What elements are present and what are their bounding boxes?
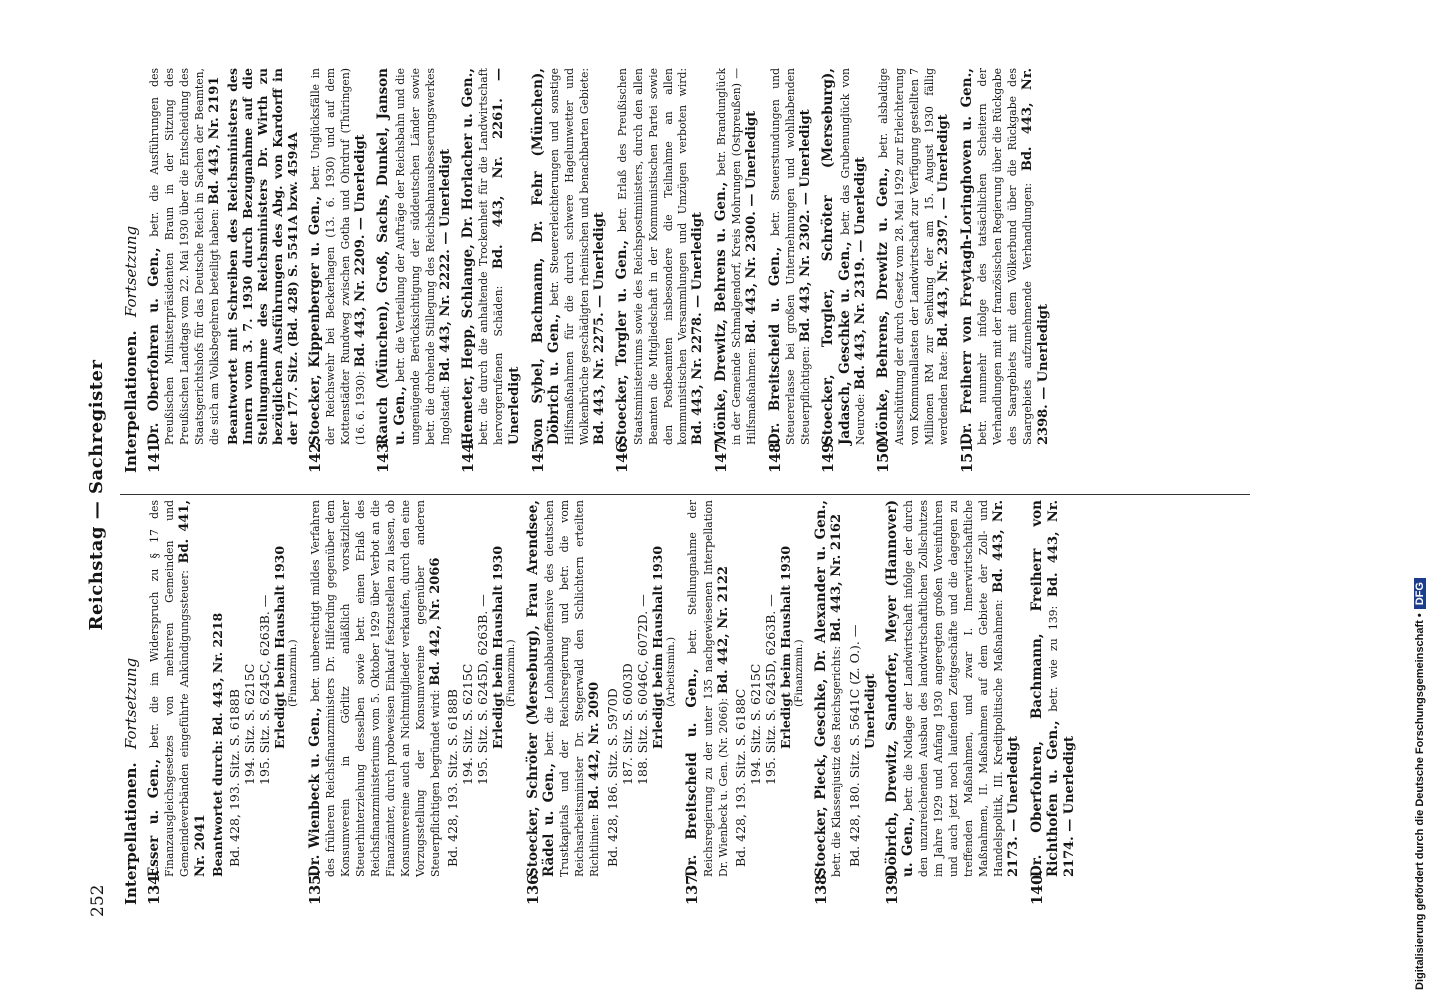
entry-number: 139. [883, 869, 901, 905]
entry-reference: Bd. 443, Nr. 2191 [207, 76, 223, 205]
column-heading [122, 68, 140, 473]
entry-names: Döbrich, Drewitz, Sandorfer, Meyer (Hannover) u. Gen., [883, 500, 916, 877]
entry-body [820, 68, 868, 445]
entry-status: Erledigt beim Haushalt 1930 [490, 545, 506, 749]
entry-144 [460, 68, 522, 473]
session-line: 194. Sitz. S. 6215C [242, 663, 258, 785]
entry-text: betr. Erlaß des Preußischen Staatsministeriums sowie des Reichspostministers, durch den allen Beamten die Mitgliedschaft in der Kommunistischen Partei sowie den Postbeamten insbesondere die Teilnahme an allen kommunistischen Versammlungen und Umzügen verboten wird: [616, 68, 690, 445]
entry-names: Dr. Freiherr von Freytagh-Loringhoven u. Gen., [959, 68, 976, 445]
entry-number: 143. [375, 437, 393, 473]
entry-reference: Bd. 443, Nr. 2222. — Unerledigt [437, 148, 453, 382]
entry-number: 146. [614, 437, 632, 473]
session-line: 188. Sitz. S. 6046C, 6072D. — [634, 594, 650, 785]
session-line: Bd. 428, 193. Sitz. S. 6188B [445, 689, 461, 867]
entry-148 [767, 68, 814, 473]
entry-sessions [227, 500, 300, 877]
entry-sessions [605, 500, 678, 877]
entry-138 [813, 500, 877, 905]
entry-reference: Bd. 443, Nr. 2300. — Unerledigt [744, 110, 760, 344]
entry-reference: Bd. 443, Nr. 2173. — Unerledigt [990, 500, 1022, 877]
entry-names: Stoecker, Kippenberger u. Gen., [306, 195, 323, 445]
entry-body [460, 68, 522, 445]
heading-continuation: Fortsetzung [122, 225, 140, 318]
entry-number: 136. [524, 869, 542, 905]
entry-body [614, 68, 706, 445]
entry-names: Dr. Breitscheid u. Gen., [684, 668, 701, 877]
heading-continuation: Fortsetzung [122, 657, 140, 750]
entry-142 [307, 68, 369, 473]
entry-text: betr. nunmehr infolge des tatsächlichen Scheitern der Verhandlungen mit der französischen Regierung über die Rückgabe des Saargebiets mit dem Völkerbund über die Rückgabe des Saargebiets aufzunehmende Verhandlungen: [976, 68, 1035, 445]
session-line: Bd. 428, 180. Sitz. S. 5641C (Z. O.). — [846, 624, 862, 867]
entry-149 [820, 68, 868, 473]
entry-reference: Bd. 443, Nr. 2261. — Unerledigt [491, 68, 522, 445]
entry-150 [875, 68, 952, 473]
entry-136 [525, 500, 677, 905]
session-line: 195. Sitz. S. 6245D, 6263B. — [763, 594, 779, 785]
funding-text: Digitalisierung gefördert durch die Deutsche Forschungsgemeinschaft • [1414, 613, 1426, 990]
entry-names: Stoecker, Schröter (Merseburg), Frau Arendsee, Rädel u. Gen., [524, 500, 558, 877]
entry-146 [614, 68, 706, 473]
entry-reference: Bd. 442, Nr. 2122 [715, 566, 731, 695]
page-header [82, 65, 116, 925]
entry-ministry: (Finanzmin.) [793, 639, 806, 707]
entry-names: Dr. Breitscheid u. Gen., [766, 246, 783, 445]
entry-sessions [733, 500, 806, 877]
entry-number: 138. [812, 869, 830, 905]
entry-names: Hemeter, Hepp, Schlange, Dr. Horlacher u. Gen., [460, 68, 477, 445]
page-title: Reichstag — Sachregister [86, 359, 107, 631]
entry-body [530, 68, 608, 445]
session-line: 194. Sitz. S. 6215C [460, 663, 476, 785]
entry-status: Erledigt beim Haushalt 1930 [649, 545, 665, 749]
entry-number: 135. [306, 869, 324, 905]
entry-reference: Bd. 442, Nr. 2066 [427, 557, 443, 686]
entry-names: Dr. Wienbeck u. Gen., [306, 707, 323, 877]
entry-137 [684, 500, 805, 905]
entry-body [307, 500, 518, 877]
entry-139 [884, 500, 1022, 905]
entry-text: betr. Brandunglück in der Gemeinde Schmalgendorf, Kreis Mohrungen (Ostpreußen) — Hilfsmaßnahmen: [715, 68, 759, 445]
session-line: Bd. 428, 186. Sitz. S. 5970D [604, 688, 620, 867]
left-column [120, 500, 1360, 905]
entry-names: Mönke, Drewitz, Behrens u. Gen., [713, 181, 729, 445]
entry-ministry: (Arbeitsmin.) [664, 636, 677, 707]
entry-text: betr. das Grubenunglück von Neurode: [838, 68, 867, 445]
entry-text: betr. die Notlage der Landwirtschaft infolge der durch den unzureichenden Ausbau des landwirtschaftlichen Zollschutzes im Jahre 1929 und Anfang 1930 angeregten großen Voreinfuhren und auch jetzt noch laufenden Zeitgeschäfte und die dagegen zu treffenden Maßnahmen, und zwar I. Innerwirtschaftliche Maßnahmen, II. Maßnahmen auf dem Gebiete der Zoll- und Handelspolitik, III. Kreditpolitische Maßnahmen: [901, 500, 1005, 877]
entry-number: 147. [713, 437, 730, 473]
entry-reference: Bd. 443, Nr. 2302. — Unerledigt [797, 109, 813, 343]
entry-names: Esser u. Gen., [146, 758, 162, 877]
entry-names: Stoecker, Pieck, Geschke, Dr. Alexander u. Gen., [812, 500, 829, 877]
entry-body [1029, 500, 1077, 877]
session-line: 187. Sitz. S. 6003D [619, 663, 635, 785]
entry-body [884, 500, 1022, 877]
entry-body [767, 68, 814, 445]
entry-body [959, 68, 1051, 445]
entry-text: betr. die Klassenjustiz des Reichsgerichts: [829, 645, 843, 877]
entry-reference: Bd. 443, Nr. 2278. — Unerledigt [690, 212, 706, 445]
heading-label: Interpellationen. [122, 762, 140, 905]
session-line: 195. Sitz. S. 6245D, 6263B. — [475, 594, 491, 785]
entry-sessions [445, 500, 518, 877]
entry-names: von Sybel, Bachmann, Dr. Fehr (München), Döbrich u. Gen., [529, 68, 562, 445]
entry-number: 150. [875, 437, 893, 473]
dfg-logo-badge: DFG [1414, 578, 1426, 609]
entry-text: betr. Steuererleichterungen und sonstige Hilfsmaßnahmen für die durch schwere Hagelunwetter und Wolkenbrüche geschädigten rheinischen und benachbarten Gebiete: [547, 68, 591, 445]
entry-body [307, 68, 369, 445]
entry-names: Rauch (München), Groß, Sachs, Dunkel, Janson u. Gen., [375, 68, 408, 445]
entry-reference: Bd. 443, Nr. 2319. — Unerledigt [852, 156, 868, 390]
entry-text: betr. die im Widerspruch zu § 17 des Finanzausgleichsgesetzes von mehreren Gemeinden und Gemeindeverbänden eingeführte Ankündigungssteuer: [148, 500, 192, 877]
session-line: 194. Sitz. S. 6215C [748, 663, 764, 785]
entry-body [684, 500, 805, 877]
entry-135 [307, 500, 518, 905]
column-heading [122, 500, 140, 905]
page-number: 252 [88, 884, 108, 917]
entry-141 [146, 68, 300, 473]
heading-label: Interpellationen. [122, 330, 140, 473]
entry-reference: Bd. 442, Nr. 2090 [587, 681, 603, 810]
session-line: Bd. 428, 193. Sitz. S. 6188B [227, 689, 243, 867]
entry-147 [713, 68, 760, 473]
entry-number: 148. [766, 437, 784, 473]
entry-names: Stoecker, Torgler u. Gen., [614, 239, 631, 445]
entry-text: betr. die Verteilung der Aufträge der Reichsbahn und die ungenügende Berücksichtigung der süddeutschen Länder sowie betr. die drohende Stillegung des Reichsbahnausbesserungswerkes Ingolstadt: [393, 68, 452, 445]
entry-text: betr. Stellungnahme der Reichsregierung zu der unter 135 nachgewiesenen Interpellation Dr. Wienbeck u. Gen. (Nr. 2066): [686, 500, 730, 877]
entry-body [146, 500, 300, 877]
session-line: Bd. 428, 193. Sitz. S. 6188C [733, 688, 749, 867]
entry-body [875, 68, 952, 445]
entry-body [146, 68, 300, 445]
entry-number: 140. [1028, 869, 1046, 905]
entry-text: betr. Steuerstundungen und Steuererlasse bei großen Unternehmungen und wohlhabenden Steuerpflichtigen: [768, 68, 812, 445]
entry-answer: Beantwortet mit Schreiben des Reichsministers des Innern vom 3. 7. 1930 durch Bezugnahme auf die Stellungnahme des Reichsministers Dr. Wirth zu bezüglichen Ausführungen des Abg. von Kardorff in der 177. Sitz. (Bd. 428) S. 5541A bzw. 4594A [224, 68, 300, 445]
entry-names: Stoecker, Torgler, Schröter (Merseburg), Jadasch, Geschke u. Gen., [820, 68, 853, 445]
entry-names: Dr. Oberfohren u. Gen., [146, 247, 162, 445]
entry-text: betr. die Ausführungen des Preußischen Ministerpräsidenten Braun in der Sitzung des Preußischen Landtags vom 22. Mai 1930 über die Entscheidung des Staatsgerichtshofs für das Deutsche Reich in Sachen der Beamten, die sich am Volksbegehren beteiligt haben: [148, 68, 222, 445]
entry-text: betr. die Lohnabbauoffensive des deutschen Trustkapitals und der Reichsregierung und betr. die vom Reichsarbeitsminister Dr. Stegerwald den Schlichtern erteilten Richtlinien: [543, 500, 602, 877]
entry-names: Dr. Oberfohren, Bachmann, Freiherr von Richthofen u. Gen., [1028, 500, 1062, 877]
entry-status: Unerledigt [861, 673, 877, 749]
dfg-funding-note [1414, 0, 1432, 990]
entry-text: betr. unberechtigt mildes Verfahren des früheren Reichsfinanzministers Dr. Hilferding gegenüber dem Konsumverein in Görlitz anläßlich vorsätzlicher Steuerhinterziehung desselben sowie betr. einen Erlaß des Reichsfinanzministeriums vom 5. Oktober 1929 über Verbot an die Finanzämter, durch probeweisen Einkauf festzustellen zu lassen, ob Konsumvereine auch an Nichtmitglieder verkaufen, durch den eine Vorzugsstellung der Konsumvereine gegenüber anderen Steuerpflichtigen begründet wird: [308, 500, 442, 877]
entry-number: 144. [460, 437, 478, 473]
session-line: 195. Sitz. S. 6245C, 6263B. — [257, 594, 273, 785]
entry-134 [146, 500, 300, 905]
entry-names: Mönke, Behrens, Drewitz u. Gen., [875, 167, 892, 445]
rotated-page-content [82, 65, 1382, 925]
entry-sessions [847, 500, 877, 877]
entry-number: 137. [684, 869, 702, 905]
entry-number: 149. [820, 437, 838, 473]
entry-ministry: (Finanzmin.) [287, 639, 300, 707]
entry-text: betr. alsbaldige Ausschüttung der durch Gesetz vom 28. Mai 1929 zur Erleichterung von Kommunallasten der Landwirtschaft zur Verfügung gestellten 7 Millionen RM zur Senkung der am 15. August 1930 fällig werdenden Rate: [877, 68, 951, 445]
entry-151 [959, 68, 1051, 473]
entry-body [813, 500, 877, 877]
entry-reference: Bd. 443, Nr. 2398. — Unerledigt [1020, 68, 1051, 445]
entry-status: Erledigt beim Haushalt 1930 [272, 545, 288, 749]
right-column [120, 68, 1360, 473]
entry-body [713, 68, 760, 445]
entry-number: 142. [306, 437, 324, 473]
entry-answer: Beantwortet durch: Bd. 443, Nr. 2218 [210, 612, 226, 877]
entry-reference: Bd. 443, Nr. 2397. — Unerledigt [936, 114, 952, 348]
entry-body [375, 68, 453, 445]
entry-reference: Bd. 441, Nr. 2041 [177, 500, 208, 877]
entry-status: Erledigt beim Haushalt 1930 [778, 545, 794, 749]
entry-reference: Bd. 443, Nr. 2162 [828, 514, 844, 643]
entry-text: betr. wie zu 139: [1047, 605, 1061, 712]
column-divider [120, 494, 1250, 495]
entry-ministry: (Finanzmin.) [505, 639, 518, 707]
entry-body [525, 500, 677, 877]
entry-140 [1029, 500, 1077, 905]
entry-145 [530, 68, 608, 473]
entry-143 [375, 68, 453, 473]
entry-number: 145. [529, 437, 547, 473]
entry-number: 134. [146, 869, 163, 905]
entry-text: betr. die durch die anhaltende Trockenheit für die Landwirtschaft hervorgerufenen Schäden: [477, 68, 506, 445]
entry-reference: Bd. 443, Nr. 2174. — Unerledigt [1046, 500, 1077, 877]
entry-reference: Bd. 443, Nr. 2275. — Unerledigt [591, 212, 607, 445]
entry-number: 141. [146, 437, 163, 473]
entry-reference: Bd. 443, Nr. 2209. — Unerledigt [352, 134, 368, 368]
entry-number: 151. [959, 437, 977, 473]
entry-text: betr. Unglücksfälle in der Reichswehr bei Beckerhagen (13. 6. 1930) und auf dem Kottenstädter Rundweg zwischen Gotha und Ohrdruf (Thüringen) (16. 6. 1930): [308, 68, 367, 445]
